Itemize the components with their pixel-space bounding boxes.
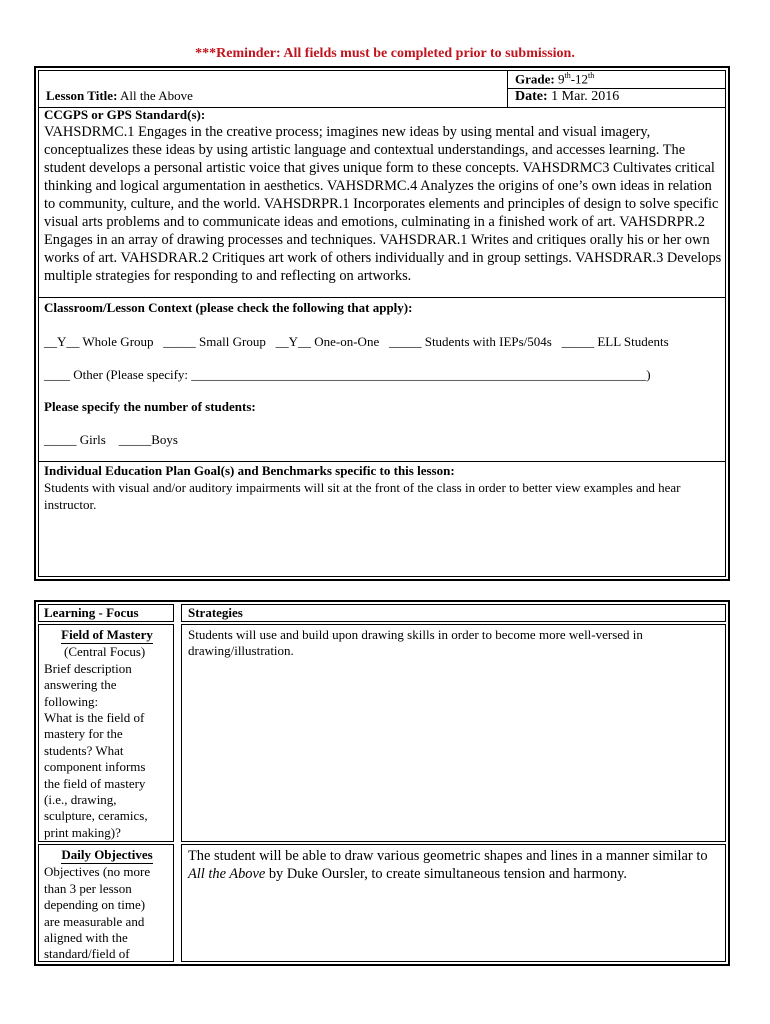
desc-line: than 3 per lesson <box>44 880 132 896</box>
standards-divider <box>38 297 726 298</box>
desc-line: What is the field of <box>44 710 145 726</box>
desc-line: component informs <box>44 759 146 775</box>
field-of-mastery-text <box>44 627 170 841</box>
date-label: Date: <box>515 89 548 104</box>
context-divider <box>38 461 726 462</box>
students-count-label: Please specify the number of students: <box>44 399 256 414</box>
artwork-title: All the Above <box>188 866 266 882</box>
daily-objectives-strategy <box>188 847 722 883</box>
daily-objectives-text <box>44 847 170 963</box>
option-mark: __Y__ <box>275 334 311 349</box>
standards-label: CCGPS or GPS Standard(s): <box>44 107 206 122</box>
context-option-one-on-one[interactable] <box>276 334 383 349</box>
desc-line: are measurable and <box>44 913 145 929</box>
students-count-fields <box>44 432 178 448</box>
desc-line: Objectives (no more <box>44 864 151 880</box>
desc-line: Brief description <box>44 660 132 676</box>
desc-line: standard/field of <box>44 946 130 962</box>
context-option-ell[interactable] <box>562 334 669 349</box>
iep-label: Individual Education Plan Goal(s) and Benchmarks specific to this lesson: <box>44 463 455 478</box>
boys-count-field[interactable]: _____Boys <box>118 432 178 447</box>
option-mark: _____ <box>561 334 595 349</box>
lesson-title-value: All the Above <box>119 88 193 103</box>
option-label: Students with IEPs/504s <box>424 334 552 349</box>
objective-text-start: The student will be able to draw various geometric shapes and lines in a manner similar to <box>188 848 708 864</box>
learning-focus-header: Learning - Focus <box>44 605 139 620</box>
grade-label: Grade: <box>515 71 555 87</box>
desc-line: students? What <box>44 742 124 758</box>
option-label: Small Group <box>199 334 266 349</box>
desc-line: sculpture, ceramics, <box>44 808 148 824</box>
context-other-field[interactable]: ____ Other (Please specify: ______________________________________________________________________) <box>44 367 651 382</box>
desc-line: print making)? <box>44 824 121 840</box>
grade-to-suffix: th <box>588 71 595 80</box>
date-field <box>515 89 619 105</box>
lesson-title-row <box>46 88 193 104</box>
option-mark: __Y__ <box>44 334 80 349</box>
grade-field <box>515 71 594 87</box>
submission-reminder: ***Reminder: All fields must be completed prior to submission. <box>195 46 575 61</box>
daily-objectives-title: Daily Objectives <box>61 847 152 864</box>
context-options <box>44 334 724 350</box>
iep-text: Students with visual and/or auditory impairments will sit at the front of the class in order to better view examples and hear instructor. <box>44 480 681 512</box>
grade-from-suffix: th <box>564 71 571 80</box>
desc-line: mastery for the <box>44 726 123 742</box>
option-mark: _____ <box>388 334 422 349</box>
desc-line: aligned with the <box>44 930 128 946</box>
desc-line: following: <box>44 693 99 709</box>
context-option-ieps[interactable] <box>389 334 555 349</box>
objective-text-end: by Duke Oursler, to create simultaneous tension and harmony. <box>265 866 628 882</box>
desc-line: the field of mastery <box>44 775 146 791</box>
strategies-header: Strategies <box>188 605 243 620</box>
context-label: Classroom/Lesson Context (please check the following that apply): <box>44 300 413 315</box>
standards-text: VAHSDRMC.1 Engages in the creative process; imagines new ideas by using mental and visual imagery, conceptualizes these ideas by using artistic language and contextual understandings, and accesses learning. The student develops a personal artistic voice that gives unique form to these concepts. VAHSDRMC3 Cultivates critical thinking and logical argumentation in aesthetics. VAHSDRMC.4 Analyzes the origins of one’s own ideas in relation to community, culture, and the world. VAHSDRPR.1 Incorporates elements and principles of design to solve specific visual arts problems and to communicate ideas and emotions, culminating in a finished work of art. VAHSDRPR.2 Engages in an array of drawing processes and techniques. VAHSDRAR.1 Writes and critiques orally his or her own works of art. VAHSDRAR.2 Critiques art work of others individually and in group settings. VAHSDRAR.3 Develops multiple strategies for responding to and reflecting on artworks. <box>44 124 722 284</box>
field-of-mastery-title: Field of Mastery <box>61 627 153 644</box>
desc-line: (Central Focus) <box>64 644 146 660</box>
option-label: One-on-One <box>314 334 380 349</box>
lesson-title-label: Lesson Title: <box>46 88 118 103</box>
desc-line: (i.e., drawing, <box>44 792 117 808</box>
option-mark: _____ <box>163 334 196 349</box>
grade-from: 9 <box>557 71 565 87</box>
context-option-whole-group[interactable] <box>44 334 157 349</box>
field-of-mastery-strategy: Students will use and build upon drawing skills in order to become more well-versed in drawing/illustration. <box>188 627 643 659</box>
girls-count-field[interactable]: _____ Girls <box>44 432 106 447</box>
option-label: ELL Students <box>597 334 669 349</box>
grade-separator: -12 <box>570 71 589 87</box>
context-option-small-group[interactable] <box>163 334 269 349</box>
date-value: 1 Mar. 2016 <box>551 89 620 104</box>
desc-line: answering the <box>44 677 117 693</box>
focus-header-right <box>181 604 726 622</box>
desc-line: depending on time) <box>44 897 146 913</box>
option-label: Whole Group <box>82 334 154 349</box>
